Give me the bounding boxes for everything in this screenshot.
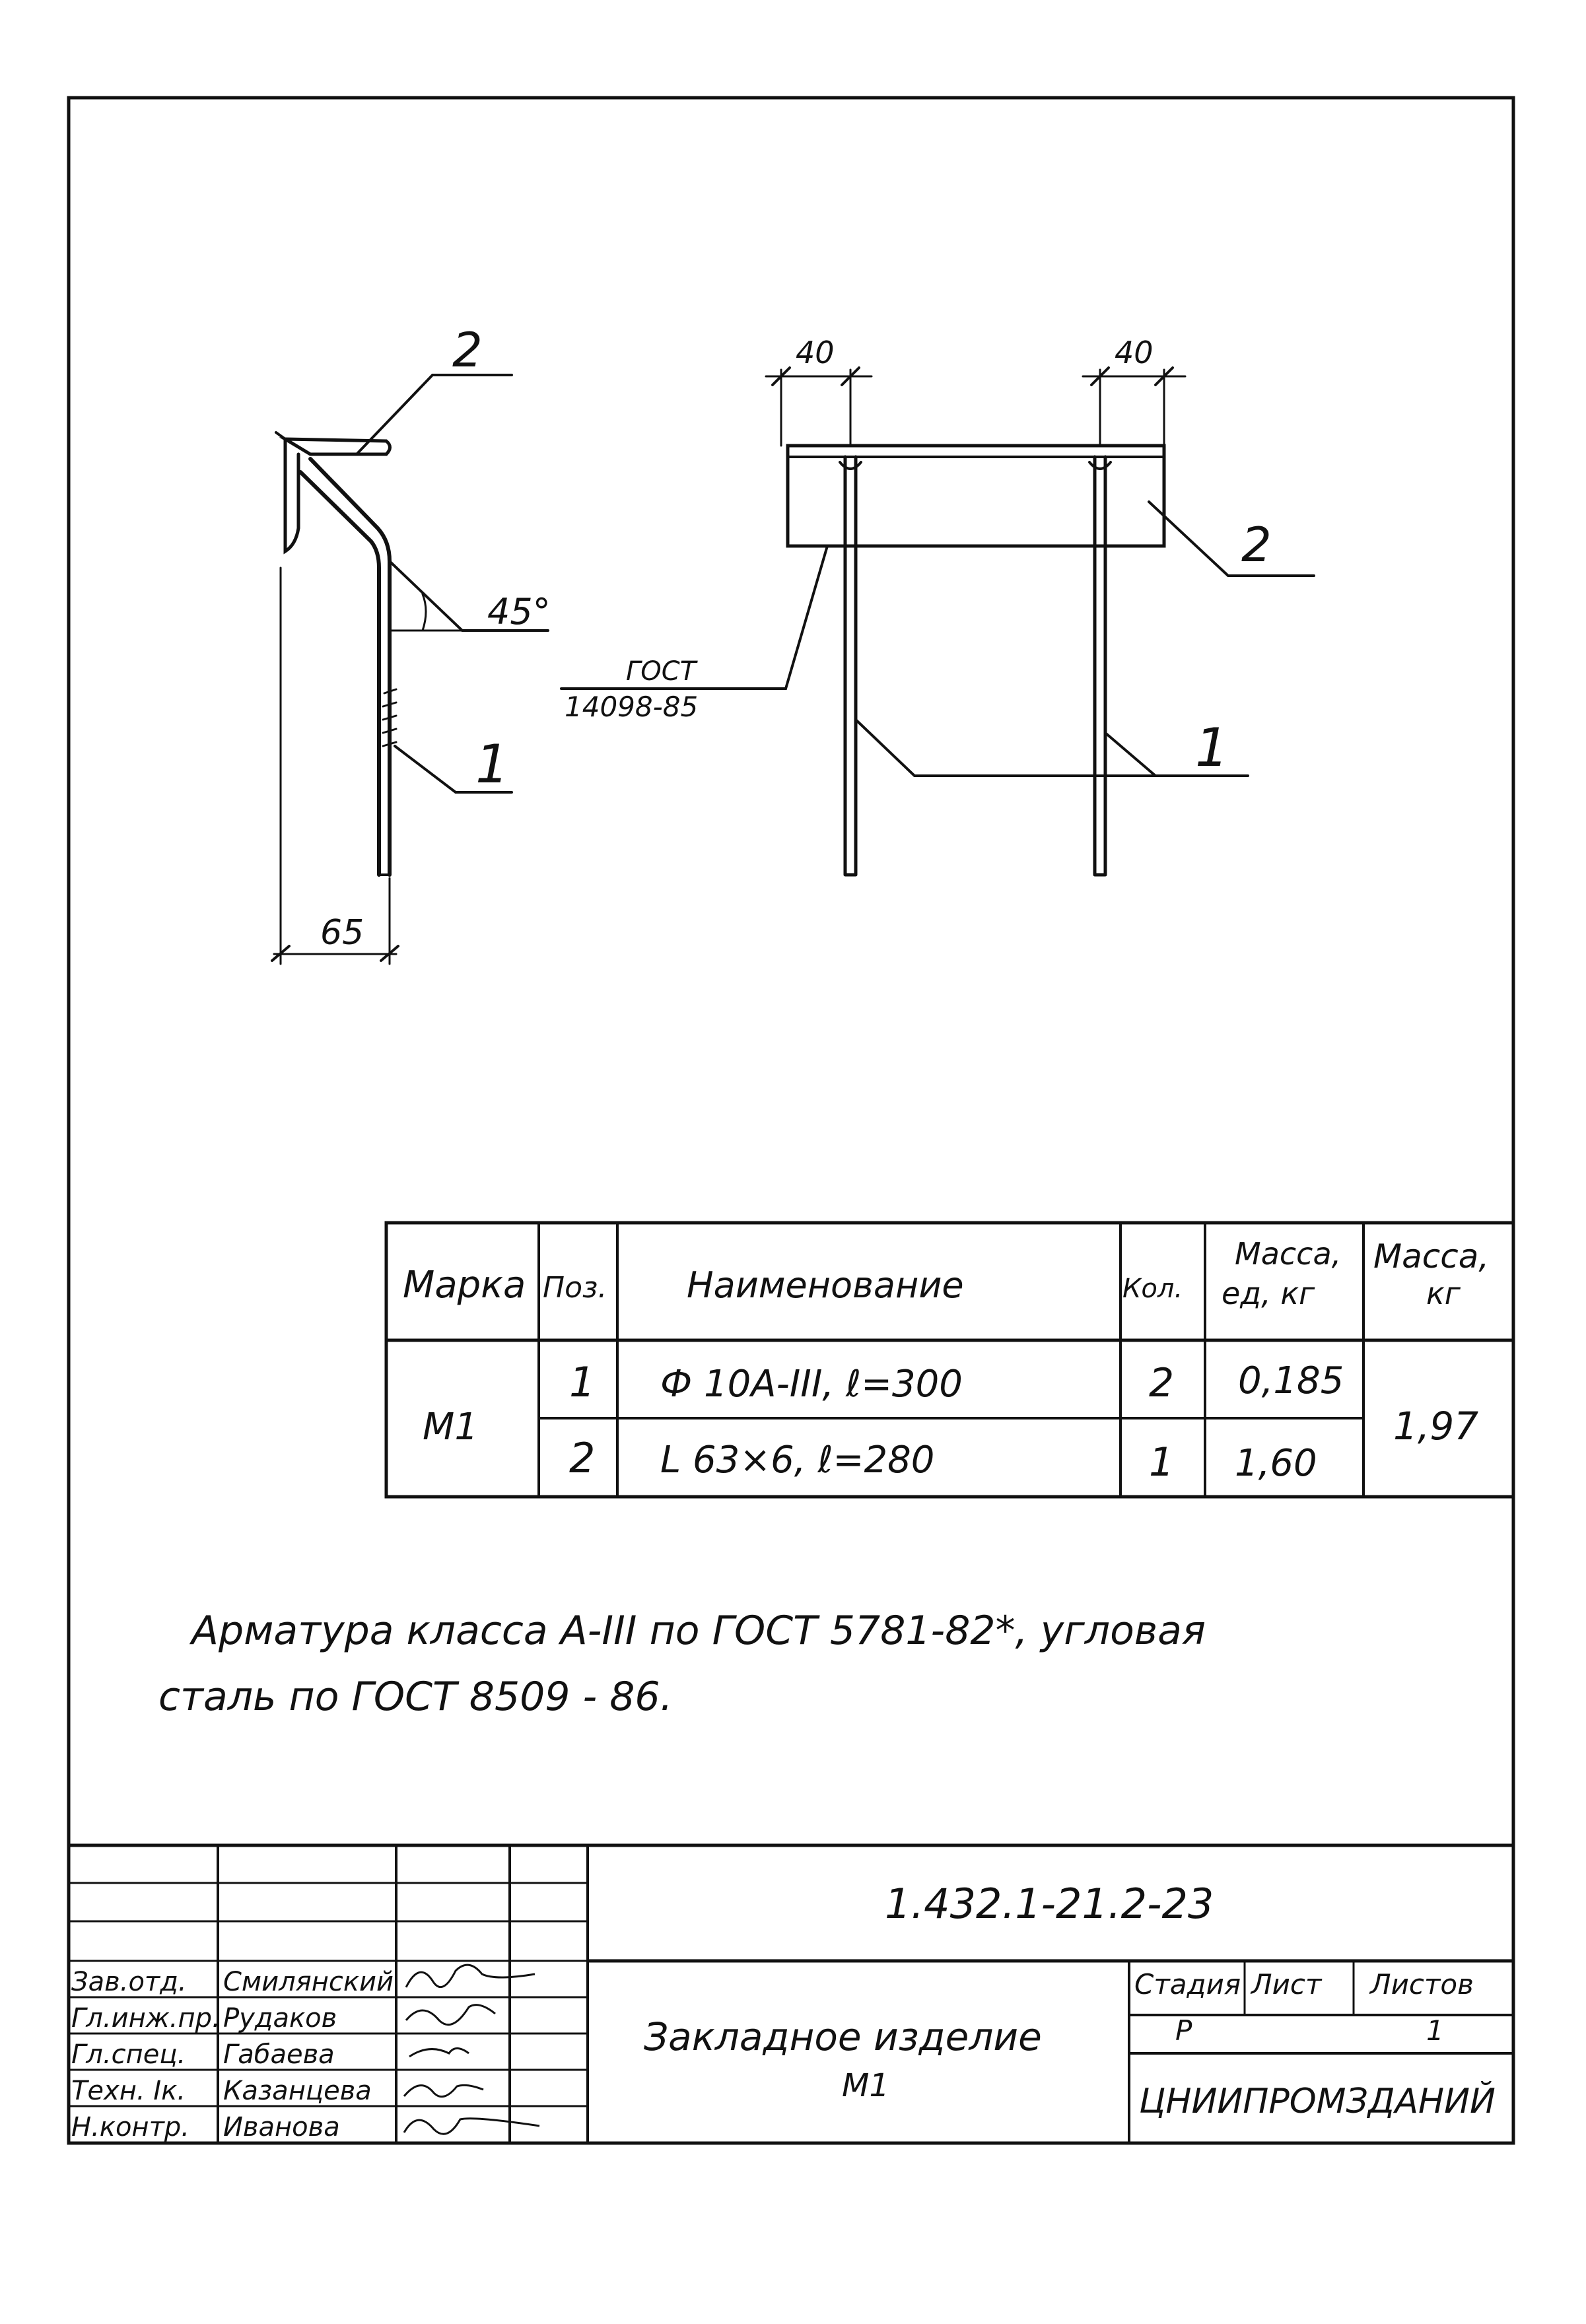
doc-code: 1.432.1-21.2-23 <box>885 1880 1214 1928</box>
name-4: Казанцева <box>223 2076 372 2106</box>
header-qty: Кол. <box>1122 1274 1183 1304</box>
stage-value: Р <box>1175 2014 1192 2047</box>
sheets-value: 1 <box>1426 2014 1444 2047</box>
weld-std-label-1: ГОСТ <box>626 656 697 687</box>
sheet-header: Лист <box>1251 1968 1322 2000</box>
signatures <box>404 1965 539 2134</box>
header-unit-mass-2: ед, кг <box>1222 1276 1315 1311</box>
side-pos1-label: 1 <box>475 734 509 795</box>
side-view <box>272 375 852 964</box>
role-2: Гл.инж.пр. <box>71 2003 221 2034</box>
header-total-mass-2: кг <box>1426 1276 1461 1311</box>
weld-std-label-2: 14098-85 <box>565 691 699 723</box>
role-4: Техн. Iк. <box>71 2076 186 2106</box>
cell-pos-1: 1 <box>569 1358 596 1406</box>
header-unit-mass-1: Масса, <box>1235 1236 1342 1272</box>
front-dim-right: 40 <box>1115 335 1154 370</box>
role-1: Зав.отд. <box>71 1967 187 1997</box>
header-name: Наименование <box>687 1264 964 1306</box>
note-line-2: сталь по ГОСТ 8509 - 86. <box>158 1674 673 1720</box>
role-3: Гл.спец. <box>71 2039 186 2070</box>
cell-qty-1: 2 <box>1149 1360 1175 1406</box>
cell-pos-2: 2 <box>569 1434 596 1482</box>
cell-unit-mass-1: 0,185 <box>1238 1359 1344 1402</box>
role-5: Н.контр. <box>71 2112 190 2142</box>
cell-total-mass: 1,97 <box>1393 1404 1479 1449</box>
cell-qty-2: 1 <box>1149 1439 1175 1486</box>
cell-name-2: L 63×6, ℓ=280 <box>660 1439 935 1482</box>
name-1: Смилянский <box>223 1967 394 1997</box>
doc-title-line1: Закладное изделие <box>644 2014 1042 2059</box>
note-line-1: Арматура класса А-III по ГОСТ 5781-82*, угловая <box>191 1608 1206 1654</box>
stage-header: Стадия <box>1134 1968 1241 2000</box>
front-pos1-label: 1 <box>1195 717 1229 778</box>
front-dim-left: 40 <box>796 335 835 370</box>
cell-mark: М1 <box>423 1406 478 1449</box>
cell-name-1: Ф 10А-III, ℓ=300 <box>660 1363 963 1406</box>
header-pos: Поз. <box>543 1271 607 1305</box>
side-angle-label: 45° <box>487 591 551 632</box>
name-2: Рудаков <box>223 2003 337 2034</box>
doc-title-line2: М1 <box>842 2067 889 2104</box>
name-5: Иванова <box>223 2112 340 2142</box>
sheet-frame <box>69 98 1513 2143</box>
header-mark: Марка <box>403 1264 526 1307</box>
front-pos2-label: 2 <box>1241 517 1272 572</box>
organization: ЦНИИПРОМЗДАНИЙ <box>1139 2082 1496 2121</box>
sheets-header: Листов <box>1370 1968 1474 2000</box>
cell-unit-mass-2: 1,60 <box>1235 1442 1317 1485</box>
name-3: Габаева <box>223 2039 335 2070</box>
side-pos2-label: 2 <box>452 322 483 378</box>
header-total-mass-1: Масса, <box>1373 1237 1490 1276</box>
front-view <box>766 368 1314 875</box>
side-dim-65: 65 <box>320 913 364 953</box>
